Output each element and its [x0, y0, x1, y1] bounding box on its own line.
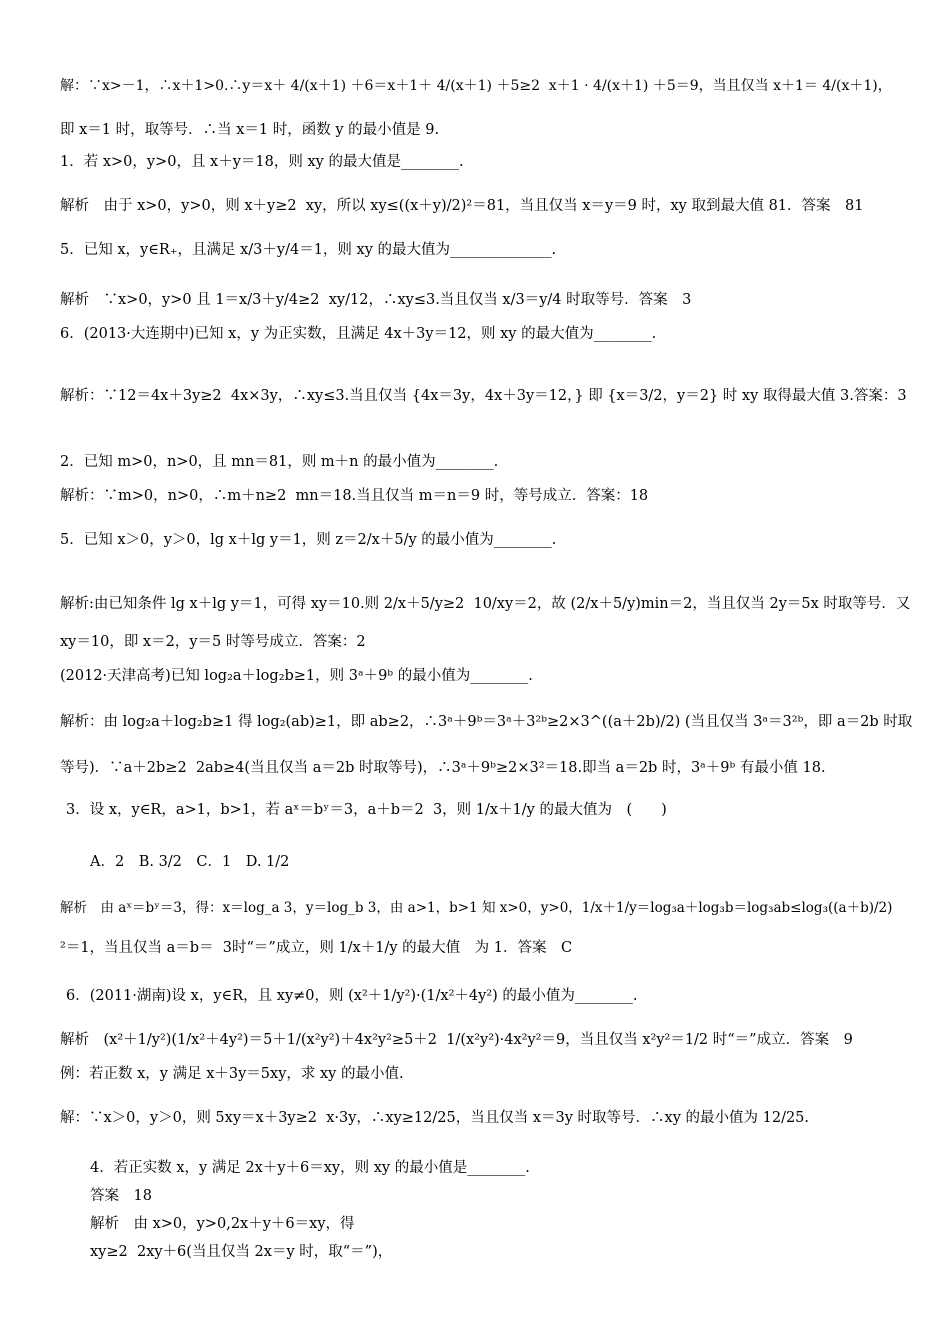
analysis-tianjin-line2: 等号)．∵a＋2b≥2 2ab≥4(当且仅当 a＝2b 时取等号)，∴3ᵃ＋9ᵇ≥2×3²＝18.即当 a＝2b 时，3ᵃ＋9ᵇ 有最小值 18. — [60, 760, 826, 776]
analysis-6b: 解析 (x²＋1/y²)(1/x²＋4y²)＝5＋1/(x²y²)＋4x²y²≥5＋2 1/(x²y²)·4x²y²＝9，当且仅当 x²y²＝1/2 时“＝”成立．答案 9 — [60, 1032, 853, 1048]
solution-line-2: 即 x＝1 时，取等号．∴当 x＝1 时，函数 y 的最小值是 9. — [60, 122, 440, 138]
analysis-2: 解析：∵m>0，n>0，∴m＋n≥2 mn＝18.当且仅当 m＝n＝9 时，等号成立．答案：18 — [60, 488, 649, 504]
analysis-6a: 解析：∵12＝4x＋3y≥2 4x×3y，∴xy≤3.当且仅当 {4x＝3y，4x＋3y＝12，} 即 {x＝3/2，y＝2} 时 xy 取得最大值 3.答案：3 — [60, 388, 907, 404]
example-problem: 例：若正数 x，y 满足 x＋3y＝5xy，求 xy 的最小值. — [60, 1066, 404, 1082]
analysis-1: 解析 由于 x>0，y>0，则 x＋y≥2 xy，所以 xy≤((x＋y)/2)²＝81，当且仅当 x＝y＝9 时，xy 取到最大值 81．答案 81 — [60, 198, 864, 214]
answer-4: 答案 18 — [90, 1188, 152, 1204]
analysis-4-line2: xy≥2 2xy＋6(当且仅当 2x＝y 时，取“＝”)， — [90, 1244, 393, 1260]
problem-3: 3．设 x，y∈R，a>1，b>1，若 aˣ＝bʸ＝3，a＋b＝2 3，则 1/x＋1/y 的最大值为 ( ) — [66, 802, 667, 818]
problem-tianjin: (2012·天津高考)已知 log₂a＋log₂b≥1，则 3ᵃ＋9ᵇ 的最小值为________. — [60, 668, 533, 684]
analysis-3-line1: 解析 由 aˣ＝bʸ＝3，得：x＝log_a 3，y＝log_b 3，由 a>1，b>1 知 x>0，y>0，1/x＋1/y＝log₃a＋log₃b＝log₃ab≤log₃((a＋b)/2) — [60, 900, 893, 916]
analysis-5a: 解析 ∵x>0，y>0 且 1＝x/3＋y/4≥2 xy/12，∴xy≤3.当且仅当 x/3＝y/4 时取等号．答案 3 — [60, 292, 692, 308]
problem-4: 4．若正实数 x，y 满足 2x＋y＋6＝xy，则 xy 的最小值是________. — [90, 1160, 530, 1176]
problem-6b: 6．(2011·湖南)设 x，y∈R，且 xy≠0，则 (x²＋1/y²)·(1/x²＋4y²) 的最小值为________. — [66, 988, 638, 1004]
problem-3-options: A．2 B. 3/2 C．1 D. 1/2 — [90, 854, 290, 870]
analysis-3-line2: ²＝1，当且仅当 a＝b＝ 3时“＝”成立，则 1/x＋1/y 的最大值 为 1．答案 C — [60, 940, 573, 956]
solution-line-1: 解：∵x>－1，∴x＋1>0.∴y＝x＋ 4/(x＋1) ＋6＝x＋1＋ 4/(x＋1) ＋5≥2 x＋1 · 4/(x＋1) ＋5＝9，当且仅当 x＋1＝ 4/(x＋1)， — [60, 78, 892, 94]
problem-5a: 5．已知 x，y∈R₊，且满足 x/3＋y/4＝1，则 xy 的最大值为______________. — [60, 242, 557, 258]
analysis-5b-line1: 解析:由已知条件 lg x＋lg y＝1，可得 xy＝10.则 2/x＋5/y≥2 10/xy＝2，故 (2/x＋5/y)min＝2，当且仅当 2y＝5x 时取等号．又 — [60, 596, 911, 612]
example-solution: 解：∵x＞0，y＞0，则 5xy＝x＋3y≥2 x·3y，∴xy≥12/25，当且仅当 x＝3y 时取等号．∴xy 的最小值为 12/25. — [60, 1110, 810, 1126]
problem-6a: 6．(2013·大连期中)已知 x，y 为正实数，且满足 4x＋3y＝12，则 xy 的最大值为________. — [60, 326, 657, 342]
problem-5b: 5．已知 x＞0，y＞0，lg x＋lg y＝1，则 z＝2/x＋5/y 的最小值为________. — [60, 532, 557, 548]
analysis-5b-line2: xy＝10，即 x＝2，y＝5 时等号成立．答案：2 — [60, 634, 366, 650]
problem-1: 1．若 x>0，y>0，且 x＋y＝18，则 xy 的最大值是________. — [60, 154, 464, 170]
analysis-tianjin-line1: 解析：由 log₂a＋log₂b≥1 得 log₂(ab)≥1，即 ab≥2，∴3ᵃ＋9ᵇ＝3ᵃ＋3²ᵇ≥2×3^((a＋2b)/2) (当且仅当 3ᵃ＝3²ᵇ，即 a＝2b 时取 — [60, 714, 913, 730]
problem-2: 2．已知 m>0，n>0，且 mn＝81，则 m＋n 的最小值为________. — [60, 454, 499, 470]
analysis-4-line1: 解析 由 x>0，y>0,2x＋y＋6＝xy，得 — [90, 1216, 355, 1232]
